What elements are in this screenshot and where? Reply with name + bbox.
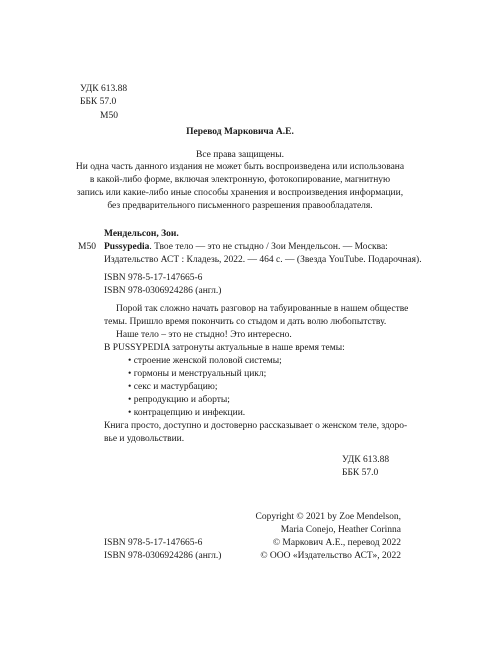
annotation-line: В PUSSYPEDIA затронуты актуальные в наше время темы: [104,343,345,353]
rights-title: Все права защищены. [195,150,284,160]
annotation-line: Порой так сложно начать разговор на табуированные в нашем обществе [116,304,409,314]
annotation-bullet: • контрацепцию и инфекции. [128,408,246,418]
udk-code-bottom: УДК 613.88 [342,455,390,465]
rights-line: запись или какие-либо иные способы хранения и воспроизведения информации, [76,188,404,198]
rights-line: в какой-либо форме, включая электронную, фотокопирование, магнитную [89,175,391,185]
udk-code: УДК 613.88 [80,84,128,94]
annotation-bullet: • строение женской половой системы; [128,356,282,366]
copyright-line: Copyright © 2021 by Zoe Mendelson, [255,512,401,522]
catalog-isbn: ISBN 978-5-17-147665-6 [104,273,203,283]
catalog-isbn: ISBN 978-0306924286 (англ.) [104,286,222,296]
annotation-bullet: • гормоны и менструальный цикл; [128,369,267,379]
copyright-line: © ООО «Издательство АСТ», 2022 [260,551,401,561]
rights-line: Ни одна часть данного издания не может быть воспроизведена или использована [75,162,405,172]
catalog-author-mark: М50 [78,242,96,252]
annotation-line: темы. Пришло время покончить со стыдом и дать волю любопытству. [104,317,387,327]
footer-isbn: ISBN 978-5-17-147665-6 [104,538,203,548]
catalog-description-line1 [104,241,388,254]
author-mark: М50 [100,111,118,121]
annotation-line: вье и удовольствии. [104,434,185,444]
bbk-code-bottom: ББК 57.0 [342,468,379,478]
annotation-bullet: • репродукцию и аборты; [128,395,230,405]
catalog-title: Pussypedia [104,242,150,252]
catalog-description-line2: Издательство АСТ : Кладезь, 2022. — 464 с. — (Звезда YouTube. Подарочная). [104,255,422,265]
translator-line: Перевод Марковича А.Е. [186,127,294,137]
footer-isbn: ISBN 978-0306924286 (англ.) [104,551,222,561]
catalog-author: Мендельсон, Зои. [104,229,179,239]
annotation-line: Наше тело – это не стыдно! Это интересно. [116,330,292,340]
catalog-desc-rest: . Твое тело — это не стыдно / Зои Мендельсон. — Москва: [149,242,388,252]
copyright-line: Maria Conejo, Heather Corinna [280,525,401,535]
copyright-line: © Маркович А.Е., перевод 2022 [272,538,401,548]
bbk-code: ББК 57.0 [80,97,117,107]
annotation-line: Книга просто, доступно и достоверно рассказывает о женском теле, здоро- [104,421,408,431]
annotation-bullet: • секс и мастурбацию; [128,382,218,392]
rights-line: без предварительного письменного разрешения правообладателя. [107,201,373,211]
